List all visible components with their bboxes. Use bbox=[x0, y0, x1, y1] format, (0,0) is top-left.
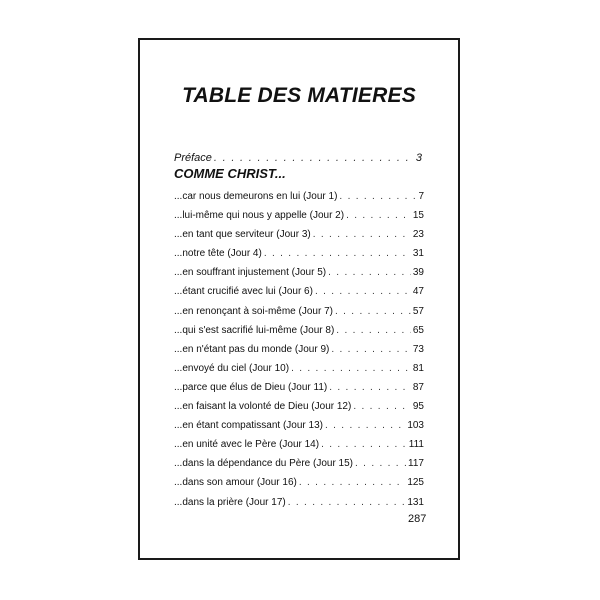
dot-leader bbox=[335, 306, 411, 317]
toc-entry-page: 125 bbox=[407, 477, 424, 489]
toc-entry-label: Préface bbox=[174, 152, 212, 164]
toc-entry-page: 39 bbox=[412, 267, 424, 279]
toc-entry bbox=[174, 229, 424, 248]
toc-entries bbox=[174, 191, 424, 516]
section-heading: COMME CHRIST... bbox=[174, 166, 286, 181]
toc-entry bbox=[174, 267, 424, 286]
dot-leader bbox=[328, 267, 411, 278]
page-title: TABLE DES MATIERES bbox=[182, 84, 416, 107]
toc-entry-label: ...en unité avec le Père (Jour 14) bbox=[174, 439, 320, 451]
toc-entry bbox=[174, 439, 424, 458]
toc-entry-page: 31 bbox=[412, 248, 424, 260]
dot-leader bbox=[353, 401, 411, 412]
dot-leader bbox=[325, 420, 405, 431]
toc-entry-page: 57 bbox=[412, 305, 424, 317]
toc-entry-page: 117 bbox=[408, 458, 424, 470]
dot-leader bbox=[329, 382, 411, 393]
toc-entry-preface bbox=[174, 152, 422, 164]
dot-leader bbox=[315, 286, 411, 297]
toc-entry-page: 15 bbox=[412, 210, 424, 222]
toc-entry bbox=[174, 497, 424, 516]
dot-leader bbox=[214, 152, 414, 164]
toc-entry bbox=[174, 458, 424, 477]
toc-entry bbox=[174, 401, 424, 420]
dot-leader bbox=[264, 248, 411, 259]
toc-entry bbox=[174, 306, 424, 325]
toc-entry-page: 103 bbox=[407, 420, 424, 432]
toc-entry-label: ...en renonçant à soi-même (Jour 7) bbox=[174, 305, 333, 317]
toc-entry-label: ...en souffrant injustement (Jour 5) bbox=[174, 267, 327, 279]
toc-entry bbox=[174, 191, 424, 210]
toc-entry-label: ...car nous demeurons en lui (Jour 1) bbox=[174, 191, 338, 202]
toc-entry-label: ...parce que élus de Dieu (Jour 11) bbox=[174, 381, 328, 393]
toc-entry bbox=[174, 420, 424, 439]
toc-entry bbox=[174, 286, 424, 305]
toc-entry-page: 131 bbox=[407, 496, 424, 508]
dot-leader bbox=[299, 477, 405, 488]
dot-leader bbox=[291, 363, 411, 374]
dot-leader bbox=[336, 325, 411, 336]
toc-entry-label: ...dans la dépendance du Père (Jour 15) bbox=[174, 458, 354, 470]
toc-entry-page: 47 bbox=[412, 286, 424, 298]
toc-entry bbox=[174, 344, 424, 363]
toc-entry-label: ...en faisant la volonté de Dieu (Jour 12) bbox=[174, 401, 352, 413]
dot-leader bbox=[346, 210, 411, 221]
toc-entry bbox=[174, 477, 424, 496]
toc-entry bbox=[174, 248, 424, 267]
dot-leader bbox=[339, 191, 416, 202]
toc-entry-page: 87 bbox=[412, 381, 424, 393]
toc-entry bbox=[174, 210, 424, 229]
toc-entry-label: ...qui s'est sacrifié lui-même (Jour 8) bbox=[174, 324, 335, 336]
toc-entry-label: ...envoyé du ciel (Jour 10) bbox=[174, 362, 290, 374]
toc-entry-label: ...en n'étant pas du monde (Jour 9) bbox=[174, 343, 330, 355]
toc-entry bbox=[174, 363, 424, 382]
toc-entry-page: 65 bbox=[412, 324, 424, 336]
toc-entry bbox=[174, 382, 424, 401]
dot-leader bbox=[313, 229, 411, 240]
toc-entry-page: 7 bbox=[418, 191, 424, 202]
toc-entry-page: 23 bbox=[412, 229, 424, 241]
toc-entry-label: ...notre tête (Jour 4) bbox=[174, 248, 262, 260]
toc-entry-page: 3 bbox=[415, 152, 422, 164]
toc-entry-label: ...lui-même qui nous y appelle (Jour 2) bbox=[174, 210, 345, 222]
dot-leader bbox=[288, 497, 406, 508]
toc-entry-label: ...en tant que serviteur (Jour 3) bbox=[174, 229, 311, 241]
page-number: 287 bbox=[408, 513, 427, 525]
toc-entry-label: ...en étant compatissant (Jour 13) bbox=[174, 420, 323, 432]
toc-entry-label: ...dans son amour (Jour 16) bbox=[174, 477, 297, 489]
toc-entry-page: 111 bbox=[408, 439, 424, 451]
toc-entry-label: ...dans la prière (Jour 17) bbox=[174, 496, 286, 508]
book-page bbox=[138, 38, 460, 560]
dot-leader bbox=[355, 458, 406, 469]
toc-entry-page: 95 bbox=[412, 401, 424, 413]
toc-entry-page: 81 bbox=[412, 362, 424, 374]
toc-entry-label: ...étant crucifié avec lui (Jour 6) bbox=[174, 286, 313, 298]
toc-entry-page: 73 bbox=[412, 343, 424, 355]
toc-entry bbox=[174, 325, 424, 344]
dot-leader bbox=[331, 344, 411, 355]
dot-leader bbox=[321, 439, 407, 450]
